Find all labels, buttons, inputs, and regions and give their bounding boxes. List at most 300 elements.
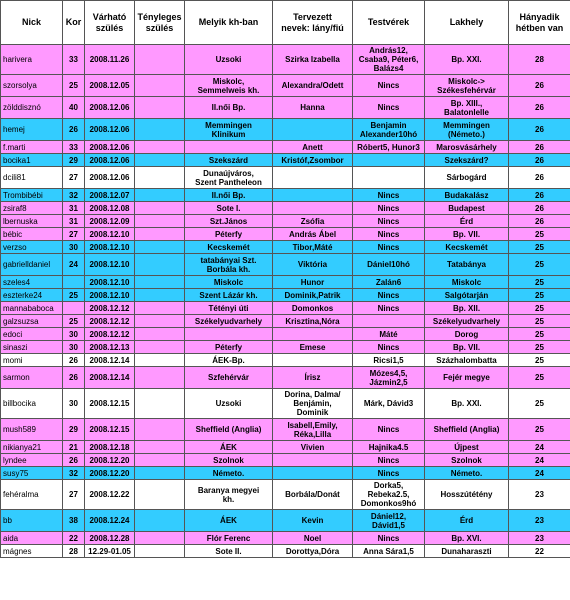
cell-week: 22 (509, 545, 570, 558)
cell-nick: bébic (1, 228, 63, 241)
table-body (1, 45, 570, 558)
cell-age: 27 (63, 167, 85, 189)
cell-actual-birth (135, 141, 185, 154)
cell-nick: f.marti (1, 141, 63, 154)
cell-actual-birth (135, 228, 185, 241)
cell-residence: Szekszárd? (425, 154, 509, 167)
cell-week: 23 (509, 532, 570, 545)
cell-planned-names: András Ábel (273, 228, 353, 241)
cell-week: 25 (509, 419, 570, 441)
cell-week: 26 (509, 119, 570, 141)
cell-hospital: Miskolc (185, 276, 273, 289)
cell-residence: Újpest (425, 441, 509, 454)
cell-age: 29 (63, 419, 85, 441)
cell-nick: mush589 (1, 419, 63, 441)
cell-hospital: Dunaújváros, Szent Pantheleon (185, 167, 273, 189)
cell-hospital (185, 328, 273, 341)
cell-siblings: Máté (353, 328, 425, 341)
cell-week: 24 (509, 454, 570, 467)
cell-nick: nikianya21 (1, 441, 63, 454)
cell-week: 25 (509, 276, 570, 289)
cell-actual-birth (135, 154, 185, 167)
cell-siblings: Róbert5, Hunor3 (353, 141, 425, 154)
cell-actual-birth (135, 328, 185, 341)
cell-planned-names: Hanna (273, 97, 353, 119)
cell-age: 24 (63, 254, 85, 276)
cell-expected-birth: 2008.12.12 (85, 328, 135, 341)
cell-siblings: Nincs (353, 341, 425, 354)
cell-residence: Bp. XVI. (425, 532, 509, 545)
header-nick: Nick (1, 1, 63, 45)
cell-siblings: Nincs (353, 532, 425, 545)
cell-hospital: Sheffield (Anglia) (185, 419, 273, 441)
table-row (1, 228, 570, 241)
cell-siblings: Nincs (353, 215, 425, 228)
cell-actual-birth (135, 254, 185, 276)
cell-planned-names: Kevin (273, 510, 353, 532)
cell-nick: susy75 (1, 467, 63, 480)
table-row (1, 289, 570, 302)
cell-siblings: Nincs (353, 189, 425, 202)
cell-nick: zsiraf8 (1, 202, 63, 215)
table-row (1, 419, 570, 441)
cell-hospital: Péterfy (185, 228, 273, 241)
cell-hospital: Miskolc, Semmelweis kh. (185, 75, 273, 97)
cell-week: 26 (509, 141, 570, 154)
cell-actual-birth (135, 167, 185, 189)
cell-actual-birth (135, 467, 185, 480)
cell-hospital: Sote II. (185, 545, 273, 558)
cell-age (63, 302, 85, 315)
cell-expected-birth: 2008.12.14 (85, 367, 135, 389)
cell-hospital: Tétényi úti (185, 302, 273, 315)
cell-age: 33 (63, 45, 85, 75)
cell-residence: Bp. XXI. (425, 389, 509, 419)
cell-actual-birth (135, 480, 185, 510)
cell-nick: billbocika (1, 389, 63, 419)
header-planned-names: Tervezett nevek: lány/fiú (273, 1, 353, 45)
cell-age: 33 (63, 141, 85, 154)
cell-expected-birth: 12.29-01.05 (85, 545, 135, 558)
cell-planned-names: Dorottya,Dóra (273, 545, 353, 558)
cell-planned-names: Dominik,Patrik (273, 289, 353, 302)
cell-residence: Székelyudvarhely (425, 315, 509, 328)
cell-nick: bb (1, 510, 63, 532)
cell-expected-birth: 2008.12.15 (85, 419, 135, 441)
cell-age: 25 (63, 75, 85, 97)
cell-nick: dcili81 (1, 167, 63, 189)
cell-age: 40 (63, 97, 85, 119)
table-row (1, 189, 570, 202)
cell-planned-names: Viktória (273, 254, 353, 276)
cell-residence: Budakalász (425, 189, 509, 202)
cell-residence: Salgótarján (425, 289, 509, 302)
table-row (1, 119, 570, 141)
table-row (1, 510, 570, 532)
cell-nick: szeles4 (1, 276, 63, 289)
cell-residence: Százhalombatta (425, 354, 509, 367)
cell-week: 25 (509, 254, 570, 276)
table-row (1, 254, 570, 276)
cell-age: 26 (63, 367, 85, 389)
cell-age: 38 (63, 510, 85, 532)
cell-actual-birth (135, 75, 185, 97)
cell-week: 26 (509, 167, 570, 189)
cell-hospital: II.női Bp. (185, 189, 273, 202)
cell-week: 25 (509, 289, 570, 302)
cell-residence: Hosszútétény (425, 480, 509, 510)
cell-actual-birth (135, 215, 185, 228)
cell-actual-birth (135, 510, 185, 532)
cell-week: 26 (509, 75, 570, 97)
cell-residence: Dorog (425, 328, 509, 341)
cell-residence: Sheffield (Anglia) (425, 419, 509, 441)
cell-week: 25 (509, 328, 570, 341)
cell-age: 29 (63, 154, 85, 167)
cell-actual-birth (135, 45, 185, 75)
header-siblings: Testvérek (353, 1, 425, 45)
cell-nick: eszterke24 (1, 289, 63, 302)
table-row (1, 202, 570, 215)
cell-planned-names (273, 167, 353, 189)
cell-residence: Bp. VII. (425, 341, 509, 354)
cell-age: 32 (63, 467, 85, 480)
cell-expected-birth: 2008.12.14 (85, 354, 135, 367)
table-row (1, 215, 570, 228)
cell-age: 26 (63, 454, 85, 467)
cell-week: 26 (509, 215, 570, 228)
cell-expected-birth: 2008.12.06 (85, 167, 135, 189)
cell-expected-birth: 2008.11.26 (85, 45, 135, 75)
cell-age: 25 (63, 289, 85, 302)
cell-planned-names: Hunor (273, 276, 353, 289)
table-row (1, 532, 570, 545)
header-expected-birth: Várható szülés (85, 1, 135, 45)
cell-nick: edoci (1, 328, 63, 341)
cell-week: 26 (509, 97, 570, 119)
cell-hospital: Baranya megyei kh. (185, 480, 273, 510)
cell-nick: galzsuzsa (1, 315, 63, 328)
cell-siblings: Anna Sára1,5 (353, 545, 425, 558)
cell-age: 21 (63, 441, 85, 454)
cell-actual-birth (135, 302, 185, 315)
cell-age: 32 (63, 189, 85, 202)
cell-age: 30 (63, 341, 85, 354)
cell-planned-names: Anett (273, 141, 353, 154)
cell-hospital: Szfehérvár (185, 367, 273, 389)
table-row (1, 45, 570, 75)
cell-actual-birth (135, 441, 185, 454)
cell-hospital: Sote I. (185, 202, 273, 215)
cell-nick: sarmon (1, 367, 63, 389)
header-age: Kor (63, 1, 85, 45)
cell-hospital: Kecskemét (185, 241, 273, 254)
cell-planned-names: Krisztina,Nóra (273, 315, 353, 328)
cell-nick: mannababoca (1, 302, 63, 315)
cell-actual-birth (135, 389, 185, 419)
cell-age: 30 (63, 241, 85, 254)
cell-siblings: Dániel10hó (353, 254, 425, 276)
cell-residence: Dunaharaszti (425, 545, 509, 558)
header-actual-birth: Tényleges szülés (135, 1, 185, 45)
cell-age: 22 (63, 532, 85, 545)
cell-planned-names: Zsófia (273, 215, 353, 228)
cell-nick: bocika1 (1, 154, 63, 167)
cell-actual-birth (135, 545, 185, 558)
cell-hospital: Memmingen Klinikum (185, 119, 273, 141)
cell-siblings: Nincs (353, 241, 425, 254)
cell-nick: hemej (1, 119, 63, 141)
cell-residence: Bp. XIII., Balatonlelle (425, 97, 509, 119)
cell-expected-birth: 2008.12.20 (85, 454, 135, 467)
cell-nick: harivera (1, 45, 63, 75)
cell-planned-names: Emese (273, 341, 353, 354)
table-row (1, 75, 570, 97)
cell-expected-birth: 2008.12.15 (85, 389, 135, 419)
cell-nick: momi (1, 354, 63, 367)
cell-hospital: tatabányai Szt. Borbála kh. (185, 254, 273, 276)
cell-siblings: Zalán6 (353, 276, 425, 289)
table-row (1, 467, 570, 480)
cell-planned-names (273, 454, 353, 467)
cell-nick: mágnes (1, 545, 63, 558)
cell-hospital: Szt.János (185, 215, 273, 228)
cell-hospital: Szent Lázár kh. (185, 289, 273, 302)
cell-week: 25 (509, 367, 570, 389)
cell-nick: fehéralma (1, 480, 63, 510)
cell-week: 24 (509, 441, 570, 454)
cell-age: 25 (63, 315, 85, 328)
cell-planned-names (273, 354, 353, 367)
cell-siblings: Dorka5, Rebeka2.5, Domonkos9hó (353, 480, 425, 510)
header-week: Hányadik hétben van (509, 1, 570, 45)
cell-siblings: Mózes4,5, Jázmin2,5 (353, 367, 425, 389)
cell-expected-birth: 2008.12.22 (85, 480, 135, 510)
cell-residence: Sárbogárd (425, 167, 509, 189)
cell-age: 27 (63, 480, 85, 510)
table-row (1, 441, 570, 454)
cell-hospital (185, 141, 273, 154)
cell-age: 26 (63, 354, 85, 367)
cell-hospital: Szekszárd (185, 154, 273, 167)
table-row (1, 354, 570, 367)
table-row (1, 241, 570, 254)
cell-nick: aida (1, 532, 63, 545)
cell-expected-birth: 2008.12.12 (85, 302, 135, 315)
cell-siblings (353, 315, 425, 328)
cell-nick: sinaszi (1, 341, 63, 354)
cell-week: 25 (509, 315, 570, 328)
table-row (1, 315, 570, 328)
table-row (1, 545, 570, 558)
cell-planned-names: Tibor,Máté (273, 241, 353, 254)
cell-planned-names (273, 189, 353, 202)
cell-planned-names: Vivien (273, 441, 353, 454)
cell-week: 25 (509, 354, 570, 367)
cell-residence: Bp. VII. (425, 228, 509, 241)
cell-planned-names (273, 202, 353, 215)
table-row (1, 454, 570, 467)
cell-residence: Szolnok (425, 454, 509, 467)
cell-siblings: András12, Csaba9, Péter6, Balázs4 (353, 45, 425, 75)
cell-residence: Marosvásárhely (425, 141, 509, 154)
cell-planned-names (273, 328, 353, 341)
cell-siblings: Nincs (353, 75, 425, 97)
cell-expected-birth: 2008.12.05 (85, 75, 135, 97)
cell-week: 26 (509, 202, 570, 215)
header-residence: Lakhely (425, 1, 509, 45)
cell-siblings: Márk, Dávid3 (353, 389, 425, 419)
cell-hospital: Péterfy (185, 341, 273, 354)
cell-planned-names: Szirka Izabella (273, 45, 353, 75)
cell-expected-birth: 2008.12.18 (85, 441, 135, 454)
cell-week: 24 (509, 467, 570, 480)
cell-hospital: Uzsoki (185, 45, 273, 75)
cell-hospital: Uzsoki (185, 389, 273, 419)
cell-planned-names (273, 119, 353, 141)
cell-week: 25 (509, 241, 570, 254)
cell-actual-birth (135, 189, 185, 202)
cell-age (63, 276, 85, 289)
cell-siblings: Dániel12, Dávid1,5 (353, 510, 425, 532)
cell-planned-names: Borbála/Donát (273, 480, 353, 510)
table-row (1, 141, 570, 154)
cell-siblings: Hajnika4.5 (353, 441, 425, 454)
cell-actual-birth (135, 202, 185, 215)
cell-actual-birth (135, 419, 185, 441)
table-row (1, 367, 570, 389)
cell-actual-birth (135, 276, 185, 289)
table-row (1, 302, 570, 315)
table-row (1, 276, 570, 289)
cell-siblings: Nincs (353, 228, 425, 241)
cell-nick: lbernuska (1, 215, 63, 228)
cell-residence: Németo. (425, 467, 509, 480)
cell-siblings: Nincs (353, 419, 425, 441)
cell-nick: Trombibébi (1, 189, 63, 202)
cell-age: 27 (63, 228, 85, 241)
cell-residence: Fejér megye (425, 367, 509, 389)
cell-expected-birth: 2008.12.08 (85, 202, 135, 215)
cell-siblings: Nincs (353, 467, 425, 480)
cell-residence: Memmingen (Németo.) (425, 119, 509, 141)
cell-expected-birth: 2008.12.09 (85, 215, 135, 228)
cell-residence: Miskolc-> Székesfehérvár (425, 75, 509, 97)
cell-actual-birth (135, 119, 185, 141)
cell-residence: Tatabánya (425, 254, 509, 276)
cell-week: 26 (509, 189, 570, 202)
cell-hospital: Szolnok (185, 454, 273, 467)
table-row (1, 480, 570, 510)
cell-expected-birth: 2008.12.10 (85, 228, 135, 241)
cell-actual-birth (135, 341, 185, 354)
cell-siblings: Nincs (353, 202, 425, 215)
cell-nick: szorsolya (1, 75, 63, 97)
cell-siblings (353, 154, 425, 167)
table-row (1, 154, 570, 167)
cell-expected-birth: 2008.12.10 (85, 276, 135, 289)
cell-expected-birth: 2008.12.06 (85, 141, 135, 154)
cell-nick: lyndee (1, 454, 63, 467)
cell-siblings: Ricsi1,5 (353, 354, 425, 367)
cell-nick: verzso (1, 241, 63, 254)
cell-residence: Miskolc (425, 276, 509, 289)
cell-siblings (353, 167, 425, 189)
cell-residence: Érd (425, 215, 509, 228)
cell-planned-names: Kristóf,Zsombor (273, 154, 353, 167)
cell-siblings: Benjamin Alexander10hó (353, 119, 425, 141)
cell-hospital: II.női Bp. (185, 97, 273, 119)
header-hospital: Melyik kh-ban (185, 1, 273, 45)
cell-expected-birth: 2008.12.07 (85, 189, 135, 202)
cell-actual-birth (135, 241, 185, 254)
cell-week: 23 (509, 510, 570, 532)
cell-expected-birth: 2008.12.13 (85, 341, 135, 354)
table-row (1, 389, 570, 419)
table-row (1, 167, 570, 189)
cell-week: 26 (509, 154, 570, 167)
cell-age: 30 (63, 389, 85, 419)
cell-week: 28 (509, 45, 570, 75)
cell-residence: Bp. XXI. (425, 45, 509, 75)
cell-expected-birth: 2008.12.12 (85, 315, 135, 328)
cell-residence: Bp. XII. (425, 302, 509, 315)
table-row (1, 328, 570, 341)
cell-age: 28 (63, 545, 85, 558)
cell-week: 23 (509, 480, 570, 510)
cell-week: 25 (509, 302, 570, 315)
cell-nick: zölddisznó (1, 97, 63, 119)
cell-expected-birth: 2008.12.24 (85, 510, 135, 532)
cell-expected-birth: 2008.12.06 (85, 154, 135, 167)
cell-hospital: ÁEK-Bp. (185, 354, 273, 367)
cell-hospital: ÁEK (185, 441, 273, 454)
cell-age: 31 (63, 215, 85, 228)
cell-expected-birth: 2008.12.06 (85, 119, 135, 141)
cell-planned-names: Noel (273, 532, 353, 545)
cell-planned-names: Isabell,Emily, Réka,Lilla (273, 419, 353, 441)
cell-residence: Kecskemét (425, 241, 509, 254)
cell-age: 26 (63, 119, 85, 141)
cell-nick: gabrielldaniel (1, 254, 63, 276)
cell-siblings: Nincs (353, 454, 425, 467)
cell-hospital: ÁEK (185, 510, 273, 532)
cell-siblings: Nincs (353, 97, 425, 119)
cell-planned-names: Domonkos (273, 302, 353, 315)
cell-week: 25 (509, 389, 570, 419)
table-row (1, 341, 570, 354)
cell-residence: Budapest (425, 202, 509, 215)
cell-age: 31 (63, 202, 85, 215)
cell-actual-birth (135, 454, 185, 467)
cell-age: 30 (63, 328, 85, 341)
cell-hospital: Németo. (185, 467, 273, 480)
cell-hospital: Flór Ferenc (185, 532, 273, 545)
cell-planned-names: Dorina, Dalma/ Benjámin, Dominik (273, 389, 353, 419)
cell-siblings: Nincs (353, 289, 425, 302)
cell-expected-birth: 2008.12.28 (85, 532, 135, 545)
cell-hospital: Székelyudvarhely (185, 315, 273, 328)
cell-residence: Érd (425, 510, 509, 532)
cell-planned-names (273, 467, 353, 480)
cell-expected-birth: 2008.12.10 (85, 289, 135, 302)
cell-actual-birth (135, 354, 185, 367)
cell-expected-birth: 2008.12.10 (85, 241, 135, 254)
cell-actual-birth (135, 289, 185, 302)
cell-expected-birth: 2008.12.10 (85, 254, 135, 276)
table-row (1, 97, 570, 119)
cell-planned-names: Írisz (273, 367, 353, 389)
